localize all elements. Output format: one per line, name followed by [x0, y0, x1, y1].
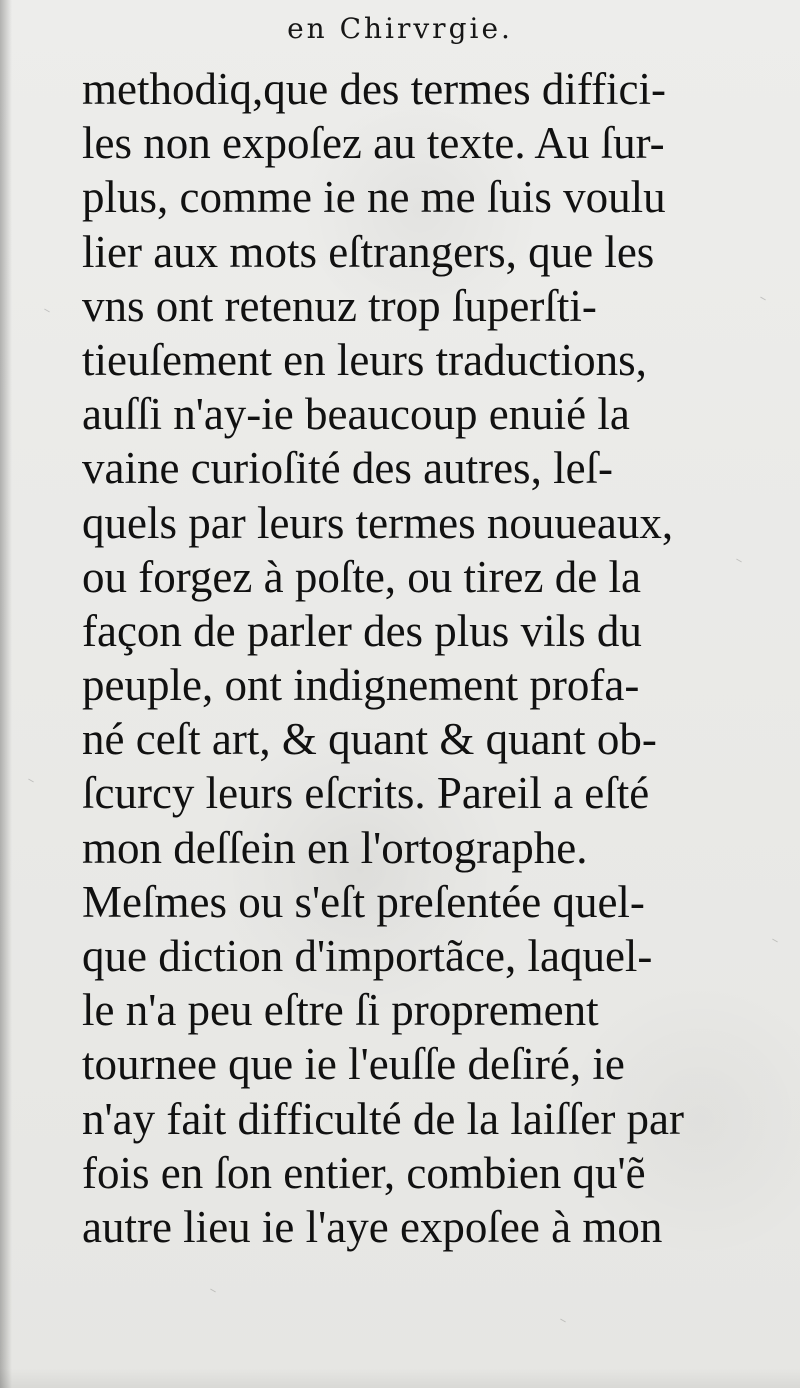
text-line: autre lieu ie l'aye expoſee à mon [82, 1201, 663, 1252]
paper-fleck [210, 1289, 216, 1293]
text-line: vaine curioſité des autres, leſ- [82, 443, 614, 494]
text-line: que diction d'importãce, laquel- [82, 931, 653, 981]
page-bottom-shade [0, 1368, 800, 1388]
text-line: né ceſt art, & quant & quant ob- [82, 714, 657, 765]
text-line: ſcurcy leurs eſcrits. Pareil a eſté [82, 768, 650, 819]
text-line: peuple, ont indignement profa- [82, 660, 640, 711]
text-line: n'ay fait difficulté de la laiſſer par [82, 1093, 685, 1144]
paper-fleck [736, 559, 742, 563]
text-line: quels par leurs termes nouueaux, [82, 497, 674, 548]
text-line: tournee que ie l'euſſe deſiré, ie [82, 1039, 625, 1090]
text-line: façon de parler des plus vils du [82, 605, 642, 656]
body-text [82, 62, 710, 1254]
text-line: les non expoſez au texte. Au ſur- [82, 118, 665, 169]
text-line: tieuſement en leurs traductions, [82, 334, 647, 385]
text-line: Meſmes ou s'eſt preſentée quel- [82, 876, 645, 927]
text-line: vns ont retenuz trop ſuperſti- [82, 280, 597, 331]
text-line: plus, comme ie ne me ſuis voulu [82, 172, 666, 223]
text-line: ou forgez à poſte, ou tirez de la [82, 551, 641, 602]
paper-fleck [560, 1319, 566, 1323]
running-header: en Chirvrgie. [287, 12, 513, 45]
text-line: methodiq,que des termes diffici- [82, 64, 667, 114]
paper-fleck [44, 309, 50, 313]
text-line: le n'a peu eſtre ſi proprement [82, 985, 599, 1036]
text-line: auſſi n'ay-ie beaucoup enuié la [82, 389, 630, 440]
paper-fleck [28, 779, 34, 783]
page-edge-shadow [0, 0, 12, 1388]
paper-fleck [760, 297, 766, 301]
text-line: mon deſſein en l'ortographe. [82, 822, 588, 873]
text-line: fois en ſon entier, combien qu'ẽ [82, 1147, 646, 1198]
text-line: lier aux mots eſtrangers, que les [82, 226, 655, 277]
paper-fleck [772, 939, 778, 943]
